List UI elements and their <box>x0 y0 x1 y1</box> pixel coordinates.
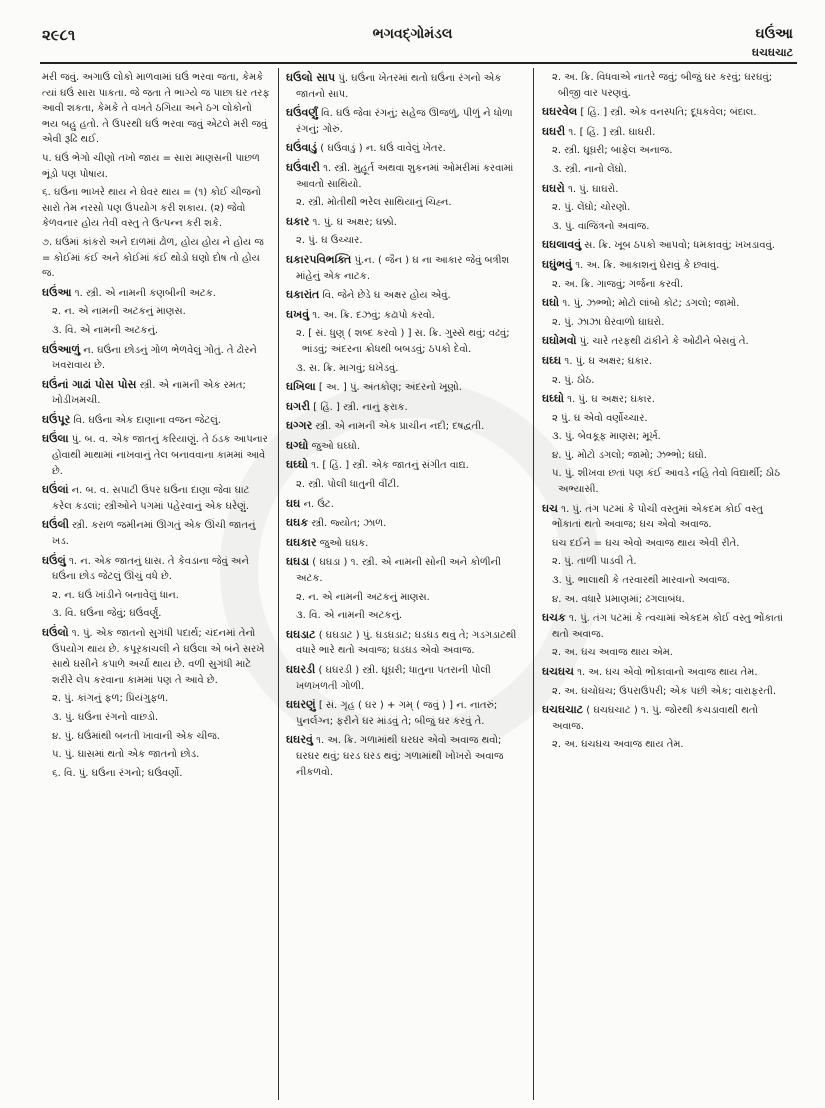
entry-definition: ન. ઘઉંના છોડનું ગોળ ભેળવેલું ગોતું. તે ઢોરને ખવરાવાય છે. <box>52 344 257 372</box>
entry-definition: ૨. અ. ઘચોઘચ; ઉપરાઉપરી; એક પછી એક; વારાફરતી. <box>552 685 777 697</box>
entry-definition: [ હિં. ] સ્ત્રી. નાનું ફરાક. <box>313 401 408 413</box>
entry-definition: ૨. પું. લેંઘો; ચોરણો. <box>552 202 631 214</box>
entry-definition: ૨. પું. ઝાઝા ઘેરવાળો ઘાઘરો. <box>552 316 665 328</box>
entry-definition: ૩. પું. બેવકૂફ માણસ; મૂર્ખ. <box>552 431 661 443</box>
dictionary-entry <box>286 627 524 659</box>
entry-sense <box>42 185 270 232</box>
entry-sense <box>42 235 270 282</box>
entry-sense <box>42 588 270 604</box>
entry-headword: ઘઘરવું <box>286 733 313 747</box>
entry-sense <box>542 219 792 235</box>
entry-headword: ઘઘો <box>542 296 560 310</box>
dictionary-entry <box>542 664 792 681</box>
entry-definition: ૩. વિ. ઘઉંના જેવું; ઘઉંવર્ણું. <box>52 608 162 620</box>
entry-headword: ઘઉંવારી <box>286 160 320 174</box>
entry-definition: ૧. પું. તંગ પટમાં કે ત્વચામાં એકદમ કોઈ વસ્તુ ભોંકાતાં થતો અવાજ. <box>552 613 783 640</box>
entry-headword: ઘઉંલો <box>42 626 69 639</box>
page-title: ભગવદ્ગોમંડલ <box>372 26 453 42</box>
entry-headword: ઘઘ્ઘો <box>542 392 564 406</box>
entry-headword: ઘઘરણું <box>286 698 316 712</box>
entry-definition: [ હિં. ] સ્ત્રી. એક વનસ્પતિ; દૂધકવેલ; બંદાલ. <box>580 107 757 119</box>
entry-sense <box>286 608 524 624</box>
entry-definition: ૨. સ્ત્રી. ઘૂઘરી; બાફેલ અનાજ. <box>552 145 673 157</box>
dictionary-entry <box>542 124 792 141</box>
entry-sense <box>542 411 792 427</box>
entry-sense <box>42 323 270 339</box>
entry-definition: ૩. સ્ત્રી. નાનો લેંઘો. <box>552 163 627 175</box>
dictionary-entry <box>286 214 524 231</box>
dictionary-entry <box>542 237 792 254</box>
entry-headword: ઘઘરો <box>542 181 565 195</box>
entry-definition: ૧. પું. ઘ અક્ષર; ઘક્કો. <box>312 216 397 228</box>
entry-definition: ૨ પું. ઘ એવો વર્ણોચ્ચાર. <box>552 412 648 424</box>
entry-definition: પું.ન. ( જૈન ) ઘ ના આકાર જેવું બત્રીશ માંહેનું એક નાટક. <box>296 254 510 282</box>
dictionary-column-1 <box>42 70 270 1100</box>
entry-sense <box>42 710 270 726</box>
entry-headword: ઘઘ <box>286 496 301 510</box>
column-divider <box>278 68 279 1100</box>
entry-sense <box>42 304 270 320</box>
entry-definition: ન. ઉંટ. <box>303 498 334 510</box>
entry-headword: ઘઉંલા <box>42 432 69 446</box>
entry-sense <box>286 590 524 606</box>
entry-headword: ઘઘ્ઘ <box>542 353 562 367</box>
entry-sense <box>286 326 524 357</box>
entry-definition: પું. ચારે તરફથી ઢાંકીને કે ઓઢીને બેસવું તે. <box>579 336 749 348</box>
entry-definition: ૩. સ. ક્રિ. માગવું; ઘખેડવું. <box>296 362 399 374</box>
entry-headword: ઘઘક <box>286 516 309 530</box>
entry-headword: ઘઉંવર્ણું <box>286 106 318 120</box>
entry-definition: ૨. સ્ત્રી. પોલી ધાતુની વીંટી. <box>296 479 400 491</box>
entry-definition: સ્ત્રી. એ નામની એક રમત; ખોડીખમચી. <box>52 379 246 407</box>
dictionary-entry <box>286 496 524 513</box>
entry-definition: ૧. પું. ઘ અક્ષર; ઘકાર. <box>564 355 653 367</box>
dictionary-entry <box>542 295 792 312</box>
entry-definition: ૧. [ હિં. ] સ્ત્રી. એક જાતનું સંગીત વાદ્ય. <box>311 460 469 472</box>
entry-definition: ૨. [ સં. ધુણ્ ( શબ્દ કરવો ) ] સ. ક્રિ. ગુસ્સે થવું; વઢવું; ભાંડવું; અંદરના ક્રોધથી બબડવું; ઠપકો દેવો. <box>296 328 510 355</box>
entry-definition: સ્ત્રી. કરાળ જમીનમાં ઊગતું એક ઊંચી જાતનું ખડ. <box>52 520 256 548</box>
dictionary-entry <box>286 554 524 586</box>
entry-definition: ૨. અ. ઘચઘચ અવાજ થાય તેમ. <box>552 739 684 751</box>
entry-definition: ઘચ દઈને = ઘચ એવો અવાજ થાય એવી રીતે. <box>552 537 740 549</box>
entry-headword: ઘઉંલું <box>42 553 66 567</box>
entry-definition: ૨. પું. તાળી પાડવી તે. <box>552 556 637 568</box>
entry-sense <box>542 684 792 700</box>
dictionary-entry <box>542 702 792 734</box>
dictionary-column-3 <box>542 70 792 1100</box>
dictionary-entry <box>42 482 270 514</box>
entry-definition: ૧. અ. ક્રિ. દઝવું; કઢાપો કરવો. <box>312 309 435 321</box>
entry-headword: ઘઘરવેલ <box>542 105 578 119</box>
entry-definition: પું. ઘઉંના ખેતરમાં થતો ઘઉંના રંગનો એક જાતનો સાપ. <box>296 73 502 100</box>
entry-definition: ( ઘઘરડી ) સ્ત્રી. ઘૂઘરી; ધાતુના પતરાની પોલી ખળખળતી ગોળી. <box>296 665 491 692</box>
entry-definition: ૧. [ હિં. ] સ્ત્રી. ઘાઘરી. <box>568 126 656 138</box>
entry-definition: ૧. અ. ઘચ એવો ભોંકાવાનો અવાજ થાય તેમ. <box>577 667 758 678</box>
header-rule <box>40 62 797 64</box>
entry-headword: ઘઉંલાં <box>42 483 69 497</box>
entry-headword: ઘઉંનાં ગાઢાં પોસ પોસ <box>42 377 137 391</box>
entry-sense <box>542 592 792 608</box>
entry-definition: ૭. ઘઉંમાં કાંકરો અને દાળમાં ઢોળ, હોય હોય ને હોય જ = કોઈમાં કંઈ અને કોઈમાં કંઈ થોડો ઘણો દોષ તો હોય જ. <box>42 236 264 280</box>
entry-definition: [ અ. ] પું. અંતકોણ; અંદરનો ખૂણો. <box>318 382 462 394</box>
entry-headword: ઘઘકાર <box>286 535 317 549</box>
entry-headword: ઘઉંલો સાપ <box>286 71 336 84</box>
dictionary-entry <box>542 353 792 370</box>
dictionary-entry <box>542 257 792 274</box>
entry-sense <box>542 200 792 216</box>
entry-definition: ૨. અ. ક્રિ. વિધવાએ નાતરે જવું; બીજું ઘર કરવું; ઘરઘવું; બીજી વાર પરણવું. <box>552 72 773 99</box>
dictionary-entry <box>42 377 270 409</box>
dictionary-entry <box>42 412 270 429</box>
entry-sense <box>42 729 270 745</box>
entry-headword: ઘઘુંભવું <box>542 257 573 271</box>
entry-headword: ઘકાર <box>286 214 310 228</box>
dictionary-entry <box>542 104 792 121</box>
entry-sense <box>542 448 792 464</box>
entry-definition: ૧. સ્ત્રી. એ નામની કણબીની અટક. <box>74 287 216 299</box>
entry-sense <box>542 645 792 661</box>
entry-headword: ઘઉંઆળું <box>42 342 81 356</box>
entry-definition: ૧. સ્ત્રી. મુહૂર્ત અથવા શુકનમાં ઓમરીમાં કરવામાં આવતો સાથિયો. <box>296 162 514 190</box>
dictionary-entry <box>286 399 524 416</box>
entry-definition: વિ. ઘઉં જેવા રંગનું; સહેજ ઊજળું, પીળું ને ધોળા રંગનું; ગોરું. <box>296 108 513 135</box>
dictionary-entry <box>42 285 270 302</box>
entry-definition: ૨. પું. ઘ ઉચ્ચાર. <box>296 235 363 247</box>
entry-definition: વિ. જેને છેડે ઘ અક્ષર હોય એવું. <box>322 290 451 302</box>
entry-sense <box>542 536 792 552</box>
entry-definition: ( ઘઘડાટ ) પું. ઘડઘડાટ; ઘડઘડ થવું તે; ગડગડાટથી વધારે ભારે થતો અવાજ; ઘડઘડ એવો અવાજ. <box>296 629 517 657</box>
guide-word-first: ઘઉંઆ <box>755 26 793 42</box>
entry-headword: ઘઘડાટ <box>286 627 316 641</box>
entry-sense <box>542 429 792 445</box>
dictionary-entry <box>286 697 524 729</box>
dictionary-entry <box>286 160 524 192</box>
entry-sense <box>42 151 270 182</box>
entry-sense <box>542 315 792 331</box>
entry-headword: ઘઉંઆ <box>42 285 72 299</box>
entry-definition: મરી જવું. અગાઉ લોકો માળવામાં ઘઉં ભરવા જતા, કેમકે ત્યાં ઘઉં સારા પાકતા. જે જતા તે ભાગ્યે જ પાછા ઘર તરફ આવી શકતા, કેમકે તે વખતે ઠગિયા અને ઠગ લોકોનો ભય બહુ હતો. તે ઉપરથી ઘઉં ભરવા જવું એટલે મરી જવું એવી રૂઢિ થઈ. <box>42 72 270 146</box>
entry-headword: ઘઘરી <box>542 124 566 138</box>
entry-sense <box>286 233 524 249</box>
dictionary-entry <box>286 457 524 474</box>
dictionary-entry <box>542 181 792 198</box>
dictionary-entry <box>542 610 792 642</box>
entry-definition: સ્ત્રી. એ નામની એક પ્રાચીન નદી; દષદ્વતી. <box>315 421 485 433</box>
entry-definition: ૩. પું. ભાલાથી કે તરવારથી મારવાનો અવાજ. <box>552 575 730 587</box>
dictionary-entry <box>286 515 524 532</box>
entry-sense <box>286 477 524 493</box>
dictionary-entry <box>286 535 524 552</box>
entry-definition: સ્ત્રી. જ્યોત; ઝાળ. <box>311 518 387 530</box>
entry-sense <box>542 373 792 389</box>
entry-definition: પું. બ. વ. એક જાતનું કરિયાણું. તે ઠંડક આપનાર હોવાથી માથામાં નાખવાનું તેલ બનાવવાના કામમાં આવે છે. <box>52 434 268 477</box>
entry-definition: ૬. ઘઉંના ભાખરે થાય ને ઘેવર થાય = (૧) કોઈ ચીજનો સારો તેમ નરસો પણ ઉપયોગ કરી શકાય. (૨) જેવો કેળવનાર હોય તેવી વસ્તુ તે ઉત્પન્ન કરી શકે. <box>42 187 262 230</box>
entry-definition: ૧. અ. ક્રિ. ગળામાંથી ઘરઘર એવો અવાજ થવો; ઘરઘર થવું; ઘરડ ઘરડ થવું; ગળામાંથી ખોખરો અવાજ નીકળવો. <box>296 735 504 778</box>
entry-definition: સ. ક્રિ. ખૂબ ઠપકો આપવો; ધમકાવવું; ખખડાવવું. <box>584 240 775 252</box>
entry-definition: ૨. ન. ઘઉં ખાંડીને બનાવેલું ધાન. <box>52 589 179 601</box>
entry-definition: ૨. પું. કાંગનું ફળ; પ્રિયંગુફળ. <box>52 693 169 705</box>
dictionary-entry <box>286 418 524 435</box>
dictionary-entry <box>286 287 524 304</box>
entry-headword: ઘઘડા <box>286 555 310 569</box>
entry-definition: ૪. પું. ઘઉંમાંથી બનતી ખાવાની એક ચીજ. <box>52 730 220 742</box>
entry-headword: ઘકારપવિભક્તિ <box>286 252 352 266</box>
entry-definition: ૨. ન. એ નામની અટકનું માણસ. <box>52 306 186 318</box>
entry-definition: ૧. ન. એક જાતનું ઘાસ. તે કેવડાના જેવું અને ઘઉંના છોડ જેટલું ઊંચું વધે છે. <box>52 555 249 583</box>
entry-definition: ૩. પું. વાજિંત્રનો અવાજ. <box>552 220 650 232</box>
entry-definition: ( ઘચઘચાટ ) ૧. પું. જોરથી કચડાવાથી થતો અવાજ. <box>552 705 759 732</box>
entry-headword: ઘઉંલી <box>42 518 69 532</box>
dictionary-entry <box>42 431 270 479</box>
entry-definition: ૨. અ. ક્રિ. ગાજવું; ગર્જના કરવી. <box>552 278 684 290</box>
page-header <box>0 0 825 64</box>
entry-definition: ૨. અ. ઘચ અવાજ થાય એમ. <box>552 647 673 659</box>
entry-definition: ૩. વિ. એ નામની અટકનું. <box>52 324 159 336</box>
entry-definition: ૬. વિ. પું. ઘઉંના રંગનો; ઘઉંવર્ણો. <box>52 767 183 779</box>
entry-definition: ૧. અ. ક્રિ. આકાશનું ઘેરાવું કે છવાવું. <box>575 259 720 271</box>
entry-definition: ૨. ન. એ નામની અટકનું માણસ. <box>296 591 430 603</box>
entry-headword: ઘખવું <box>286 307 310 321</box>
page-number: ૨૯૮૧ <box>42 26 76 44</box>
entry-definition: ૨. પું. ઠોઠ. <box>552 374 595 386</box>
entry-definition: જુઓ ઘઘક. <box>319 537 369 549</box>
entry-headword: ઘગ્ગર <box>286 419 313 433</box>
entry-sense <box>542 277 792 293</box>
entry-definition: ( ઘઘડા ) ૧. સ્ત્રી. એ નામની સોની અને કોળીની અટક. <box>296 557 501 585</box>
entry-sense <box>42 691 270 707</box>
entry-headword: ઘઉંપૂર <box>42 412 71 426</box>
dictionary-entry <box>286 105 524 137</box>
entry-definition: પ. પું. ઘાસમાં થતો એક જાતનો છોડ. <box>52 749 200 761</box>
dictionary-entry <box>542 391 792 408</box>
entry-sense <box>286 361 524 377</box>
entry-definition: ૧. પું. એક જાતનો સુગંધી પદાર્થ; ચંદનમાં તેનો ઉપયોગ થાય છે. કપૂરકાચલી ને ઘઉંલા એ બંને સરખે સાથે ઘસીને કપાળે અર્ચા થાય છે. વળી સુગંધી માટે શરીરે લેપ કરવાના કામમાં પણ તે આવે છે. <box>52 628 265 686</box>
entry-definition: ૪. અ. વધારે પ્રમાણમાં; ઢગલાબંધ. <box>552 593 685 605</box>
dictionary-entry <box>286 438 524 455</box>
entry-headword: ઘગરી <box>286 399 311 413</box>
entry-definition: ૧. પું. ઝભ્ભો; મોટો લાંબો કોટ; ડગલો; જામો. <box>562 298 740 310</box>
entry-sense <box>542 466 792 497</box>
entry-definition: વિ. ઘઉંના એક દાણાના વજન જેટલું. <box>73 414 221 426</box>
entry-headword: ઘઘ્ઘો <box>286 458 308 472</box>
entry-headword: ઘઘરડી <box>286 663 316 676</box>
column-divider <box>533 68 534 1100</box>
entry-sense <box>542 70 792 101</box>
dictionary-entry <box>286 140 524 157</box>
dictionary-entry <box>286 70 524 102</box>
dictionary-entry <box>42 625 270 688</box>
entry-headword: ઘચ <box>542 501 558 515</box>
entry-sense <box>542 737 792 753</box>
dictionary-entry <box>542 333 792 350</box>
entry-definition: ૧. પું. ઘાઘરો. <box>568 183 619 195</box>
entry-definition: ૪. પું. મોટો ડગલો; જામો; ઝભ્ભો; ઘઘો. <box>552 449 707 461</box>
entry-definition: [ સં. ગૃહ ( ઘર ) + ગમ્ ( જવું ) ] ન. નાતરું; પુનર્લગ્ન; ફરીને ઘર માંડવું તે; બીજું ઘર કરવું તે. <box>296 700 498 727</box>
entry-definition: પ. પું. શીખવા છતાં પણ કંઈ આવડે નહિ તેવો વિદ્યાર્થી; ઠોઠ અભ્યાસી. <box>552 468 781 496</box>
entry-sense <box>42 606 270 622</box>
entry-definition: પ. ઘઉં ભેગો ચીણો તખો જાય = સારા માણસની પાછળ ભૂંડો પણ પોષાય. <box>42 152 260 180</box>
entry-headword: ઘઘોમવો <box>542 334 577 348</box>
entry-definition: ૨. સ્ત્રી. મોતીથી ભરેલ સાથિયાનું ચિહ્ન. <box>296 197 452 209</box>
entry-definition: ન. બ. વ. સપાટી ઉપર ઘઉંના દાણા જેવા ઘાટ કરેલ કડલાં; સ્ત્રીઓને પગમાં પહેરવાનું એક ઘરેણું. <box>52 485 250 512</box>
dictionary-entry <box>286 379 524 396</box>
entry-headword: ઘગ્ઘો <box>286 438 309 452</box>
entry-sense <box>542 143 792 159</box>
dictionary-entry <box>42 553 270 585</box>
entry-headword: ઘખિલા <box>286 380 316 394</box>
entry-sense <box>42 70 270 148</box>
entry-headword: ઘચઘચ <box>542 665 574 678</box>
entry-sense <box>542 162 792 178</box>
entry-definition: ૧. પું. ઘ અક્ષર; ઘકાર. <box>567 394 655 406</box>
entry-definition: ૩. વિ. એ નામની અટકનું. <box>296 610 403 622</box>
dictionary-entry <box>542 501 792 533</box>
entry-definition: ૧. પું. તંગ પટમાં કે પોચી વસ્તુમાં એકદમ કોઈ વસ્તુ ભોંકાતાં થતો અવાજ; ઘચ એવો અવાજ. <box>552 503 763 531</box>
entry-sense <box>42 747 270 763</box>
entry-headword: ઘઘલાવવું <box>542 238 582 252</box>
entry-headword: ઘઉંવાડું <box>286 141 318 155</box>
entry-headword: ઘચક <box>542 611 566 625</box>
dictionary-entry <box>286 662 524 694</box>
entry-definition: ( ઘઉંવાડું ) ન. ઘઉં વાવેલું ખેતર. <box>320 143 446 155</box>
dictionary-entry <box>42 342 270 374</box>
dictionary-entry <box>42 517 270 549</box>
dictionary-entry <box>286 307 524 324</box>
entry-sense <box>542 573 792 589</box>
entry-sense <box>286 195 524 211</box>
dictionary-column-2 <box>286 70 524 1100</box>
dictionary-entry <box>286 252 524 284</box>
entry-headword: ઘકારાંત <box>286 288 320 302</box>
entry-sense <box>42 766 270 782</box>
entry-definition: ૩. પું. ઘઉંના રંગનો વાછડો. <box>52 711 159 723</box>
entry-headword: ઘચઘચાટ <box>542 703 584 717</box>
entry-definition: જુઓ ઘઘ્ઘો. <box>311 440 361 452</box>
guide-word-last: ઘચઘચાટ <box>751 46 793 59</box>
dictionary-entry <box>286 732 524 780</box>
entry-sense <box>542 554 792 570</box>
